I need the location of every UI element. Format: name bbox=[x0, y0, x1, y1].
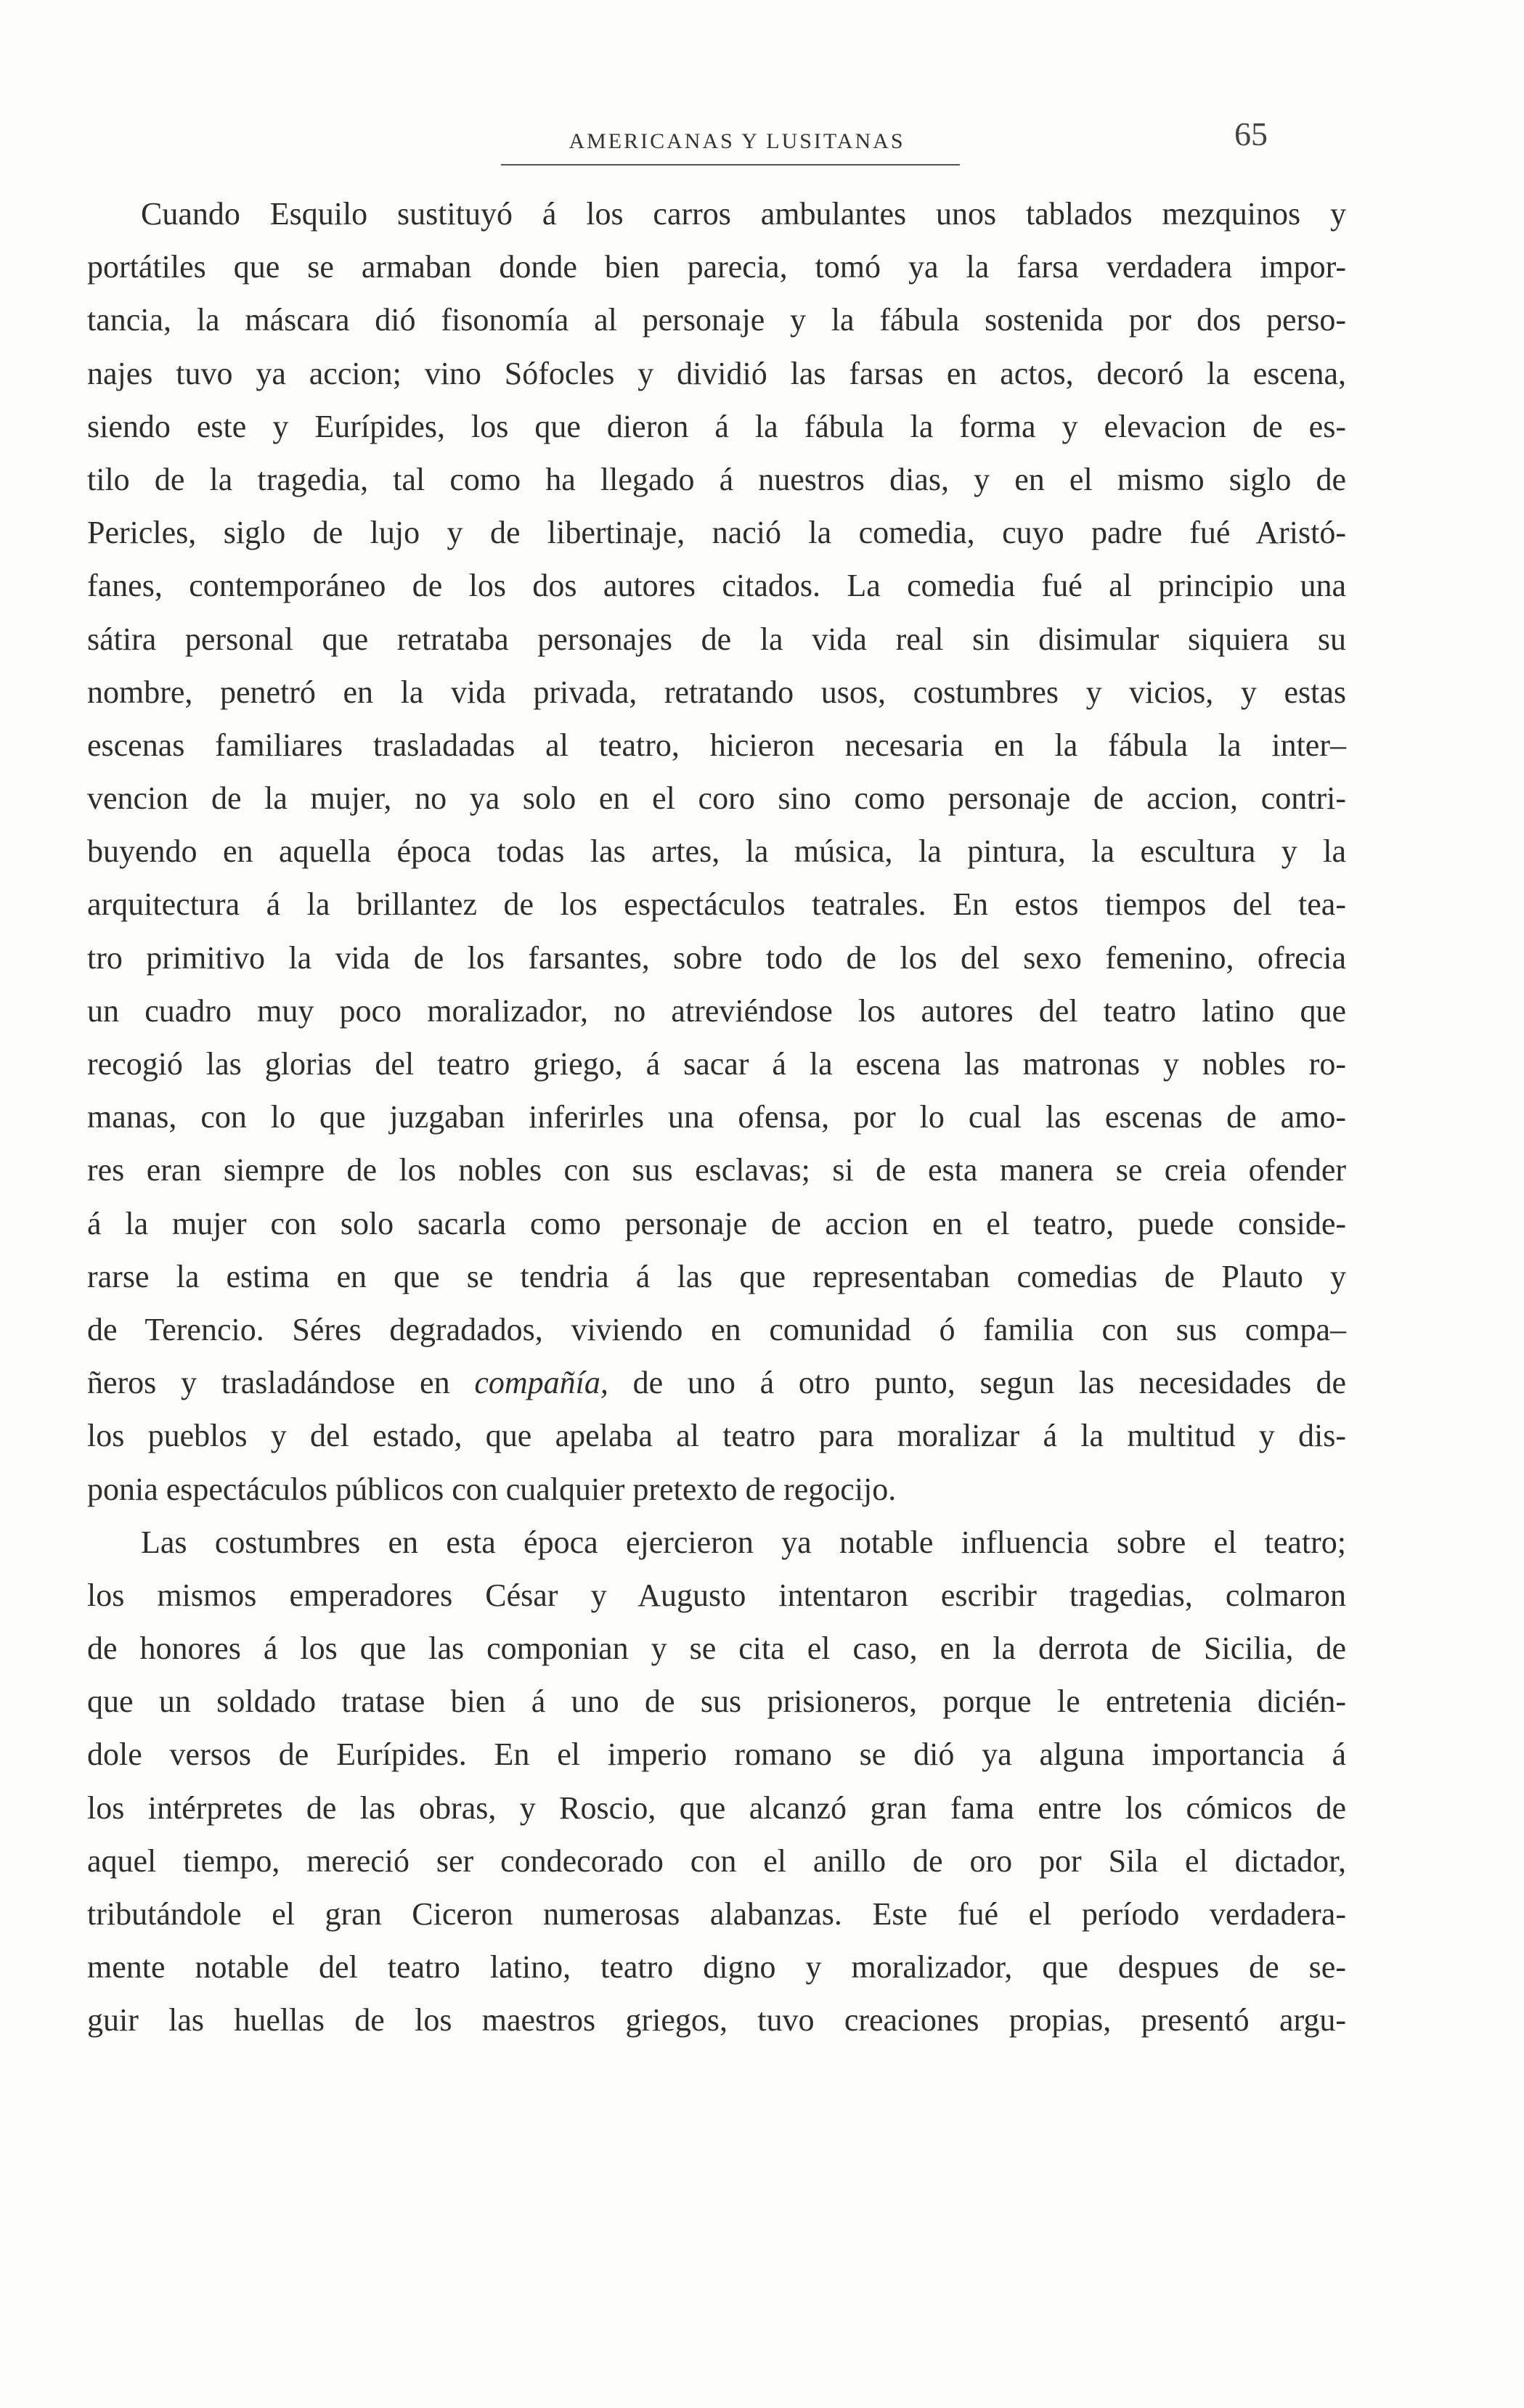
text-segment: ñeros y trasladándose en bbox=[87, 1365, 475, 1401]
paragraph-1 bbox=[87, 187, 1346, 1516]
text-line: fanes, contemporáneo de los dos autores citados. La comedia fué al principio una bbox=[87, 568, 1346, 604]
text-segment: de uno á otro punto, segun las necesidades de bbox=[608, 1365, 1346, 1401]
text-line: Cuando Esquilo sustituyó á los carros ambulantes unos tablados mezquinos y bbox=[141, 196, 1346, 232]
text-line: tancia, la máscara dió fisonomía al personaje y la fábula sostenida por dos perso- bbox=[87, 302, 1346, 338]
text-line: res eran siempre de los nobles con sus esclavas; si de esta manera se creia ofender bbox=[87, 1152, 1346, 1188]
text-line: guir las huellas de los maestros griegos, tuvo creaciones propias, presentó argu- bbox=[87, 2002, 1346, 2038]
page-header bbox=[0, 109, 1524, 167]
text-line: dole versos de Eurípides. En el imperio romano se dió ya alguna importancia á bbox=[87, 1736, 1346, 1773]
text-line: que un soldado tratase bien á uno de sus prisioneros, porque le entretenia dicién- bbox=[87, 1683, 1346, 1720]
text-line: najes tuvo ya accion; vino Sófocles y dividió las farsas en actos, decoró la escena, bbox=[87, 355, 1346, 391]
text-line: manas, con lo que juzgaban inferirles una ofensa, por lo cual las escenas de amo- bbox=[87, 1099, 1346, 1135]
text-line: rarse la estima en que se tendria á las que representaban comedias de Plauto y bbox=[87, 1258, 1346, 1294]
header-rule bbox=[501, 164, 960, 166]
text-line: ponia espectáculos públicos con cualquier pretexto de regocijo. bbox=[87, 1471, 897, 1507]
text-line: Las costumbres en esta época ejercieron ya notable influencia sobre el teatro; bbox=[141, 1524, 1346, 1560]
text-line: vencion de la mujer, no ya solo en el coro sino como personaje de accion, contri- bbox=[87, 780, 1346, 817]
text-line: recogió las glorias del teatro griego, á sacar á la escena las matronas y nobles ro- bbox=[87, 1046, 1346, 1082]
page-number: 65 bbox=[1234, 115, 1268, 152]
text-line: tro primitivo la vida de los farsantes, sobre todo de los del sexo femenino, ofrecia bbox=[87, 939, 1346, 976]
text-line: Pericles, siglo de lujo y de libertinaje, nació la comedia, cuyo padre fué Aristó- bbox=[87, 515, 1346, 551]
text-line: mente notable del teatro latino, teatro digno y moralizador, que despues de se- bbox=[87, 1949, 1346, 1985]
text-line: un cuadro muy poco moralizador, no atreviéndose los autores del teatro latino que bbox=[87, 992, 1346, 1029]
body-text bbox=[87, 187, 1346, 2047]
text-line: portátiles que se armaban donde bien parecia, tomó ya la farsa verdadera impor- bbox=[87, 249, 1346, 285]
italic-word: compañía, bbox=[474, 1365, 608, 1401]
text-line: nombre, penetró en la vida privada, retratando usos, costumbres y vicios, y estas bbox=[87, 674, 1346, 710]
paragraph-2 bbox=[87, 1516, 1346, 2047]
text-line: buyendo en aquella época todas las artes, la música, la pintura, la escultura y la bbox=[87, 833, 1346, 870]
text-line: á la mujer con solo sacarla como personaje de accion en el teatro, puede conside- bbox=[87, 1205, 1346, 1241]
text-line: los mismos emperadores César y Augusto intentaron escribir tragedias, colmaron bbox=[87, 1577, 1346, 1613]
text-line: de Terencio. Séres degradados, viviendo en comunidad ó familia con sus compa– bbox=[87, 1311, 1346, 1347]
text-line: sátira personal que retrataba personajes de la vida real sin disimular siquiera su bbox=[87, 621, 1346, 657]
text-line: los intérpretes de las obras, y Roscio, que alcanzó gran fama entre los cómicos de bbox=[87, 1789, 1346, 1826]
text-line: tributándole el gran Ciceron numerosas alabanzas. Este fué el período verdadera- bbox=[87, 1896, 1346, 1932]
text-line: aquel tiempo, mereció ser condecorado con el anillo de oro por Sila el dictador, bbox=[87, 1842, 1346, 1879]
text-line: escenas familiares trasladadas al teatro, hicieron necesaria en la fábula la inter– bbox=[87, 727, 1346, 763]
text-line: de honores á los que las componian y se cita el caso, en la derrota de Sicilia, de bbox=[87, 1630, 1346, 1667]
running-title: AMERICANAS Y LUSITANAS bbox=[569, 129, 905, 153]
text-line: siendo este y Eurípides, los que dieron á la fábula la forma y elevacion de es- bbox=[87, 408, 1346, 444]
text-line: arquitectura á la brillantez de los espectáculos teatrales. En estos tiempos del tea- bbox=[87, 886, 1346, 923]
text-line: tilo de la tragedia, tal como ha llegado á nuestros dias, y en el mismo siglo de bbox=[87, 461, 1346, 497]
text-line: los pueblos y del estado, que apelaba al teatro para moralizar á la multitud y dis- bbox=[87, 1418, 1346, 1454]
text-line-with-italic bbox=[87, 1356, 1346, 1409]
